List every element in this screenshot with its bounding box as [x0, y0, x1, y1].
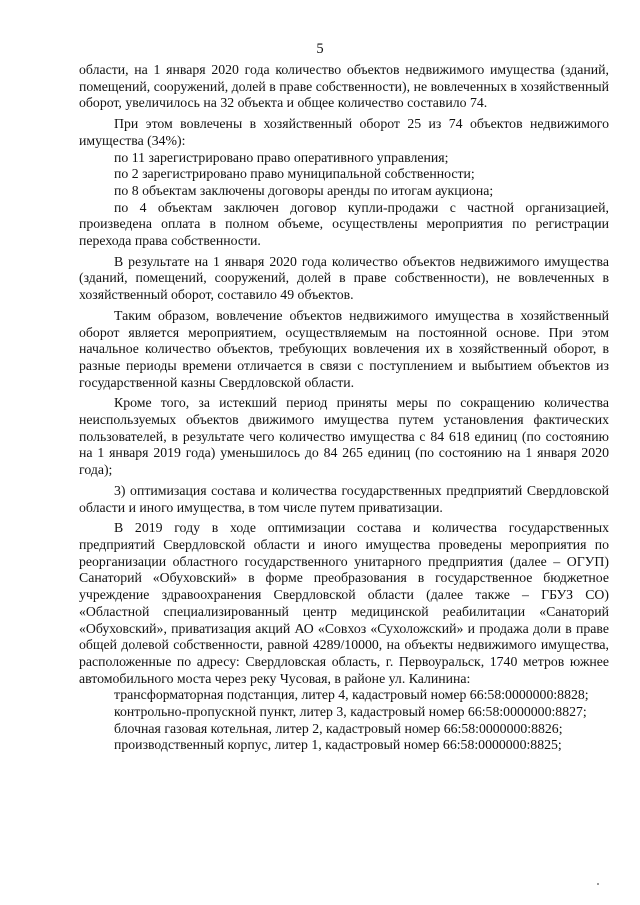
paragraph-movable-property: Кроме того, за истекший период приняты меры по сокращению количества неиспользуемых объектов движимого имущества путем установления фактических пользователей, в результате чего количество имущества с 84 618 единиц (по состоянию на 1 января 2019 года) уменьшилось до 84 265 единиц (по состоянию на 1 января 2020 года);	[79, 395, 609, 478]
paragraph-continuation: области, на 1 января 2020 года количество объектов недвижимого имущества (зданий, помещений, сооружений, долей в праве собственности), не вовлеченных в хозяйственный оборот, увеличилось на 32 объекта и общее количество составило 74.	[79, 62, 609, 111]
paragraph-optimization-item: 3) оптимизация состава и количества государственных предприятий Свердловской области и иного имущества, в том числе путем приватизации.	[79, 482, 609, 515]
list-item-lease-agreements: по 8 объектам заключены договоры аренды по итогам аукциона;	[114, 182, 494, 198]
list-item-production-building: производственный корпус, литер 1, кадастровый номер 66:58:0000000:8825;	[114, 737, 562, 753]
page-number: 5	[316, 41, 324, 57]
paragraph-conclusion: Таким образом, вовлечение объектов недвижимого имущества в хозяйственный оборот является мероприятием, осуществляемым на постоянной основе. При этом начальное количество объектов, требующих вовлечения их в хозяйственный оборот, в разные периоды времени отличается в связи с поступлением и выбытием объектов из государственной казны Свердловской области.	[79, 307, 609, 390]
list-item-sale-contract: по 4 объектам заключен договор купли-продажи с частной организацией, произведена оплата в полном объеме, осуществлены мероприятия по регистрации перехода права собственности.	[79, 199, 609, 249]
list-item-municipal-ownership: по 2 зарегистрировано право муниципальной собственности;	[114, 166, 475, 182]
list-item-transformer-substation: трансформаторная подстанция, литер 4, кадастровый номер 66:58:0000000:8828;	[114, 687, 589, 703]
paragraph-involved-objects: При этом вовлечены в хозяйственный оборот 25 из 74 объектов недвижимого имущества (34%):	[79, 116, 609, 148]
list-item-operative-management: по 11 зарегистрировано право оперативного управления;	[114, 149, 449, 165]
paragraph-reorganization: В 2019 году в ходе оптимизации состава и количества государственных предприятий Свердловской области и иного имущества проведены мероприятия по реорганизации областного государственного унитарного предприятия (далее – ОГУП) Санаторий «Обуховский» в форме преобразования в государственное бюджетное учреждение здравоохранения Свердловской области (далее также – ГБУЗ СО) «Областной специализированный центр медицинской реабилитации «Санаторий «Обуховский», приватизация акций АО «Совхоз «Сухоложский» и продажа доли в праве общей долевой собственности, равной 4289/10000, на объекты недвижимого имущества, расположенные по адресу: Свердловская область, г. Первоуральск, 1740 метров южнее автомобильного моста через реку Чусовая, в районе ул. Калинина:	[79, 520, 609, 686]
list-item-checkpoint: контрольно-пропускной пункт, литер 3, кадастровый номер 66:58:0000000:8827;	[114, 704, 587, 720]
scan-speck	[597, 883, 599, 885]
list-item-boiler-house: блочная газовая котельная, литер 2, кадастровый номер 66:58:0000000:8826;	[114, 720, 563, 736]
paragraph-result: В результате на 1 января 2020 года количество объектов недвижимого имущества (зданий, помещений, сооружений, долей в праве собственности), не вовлеченных в хозяйственный оборот, составило 49 объектов.	[79, 253, 609, 303]
document-body	[79, 62, 609, 754]
